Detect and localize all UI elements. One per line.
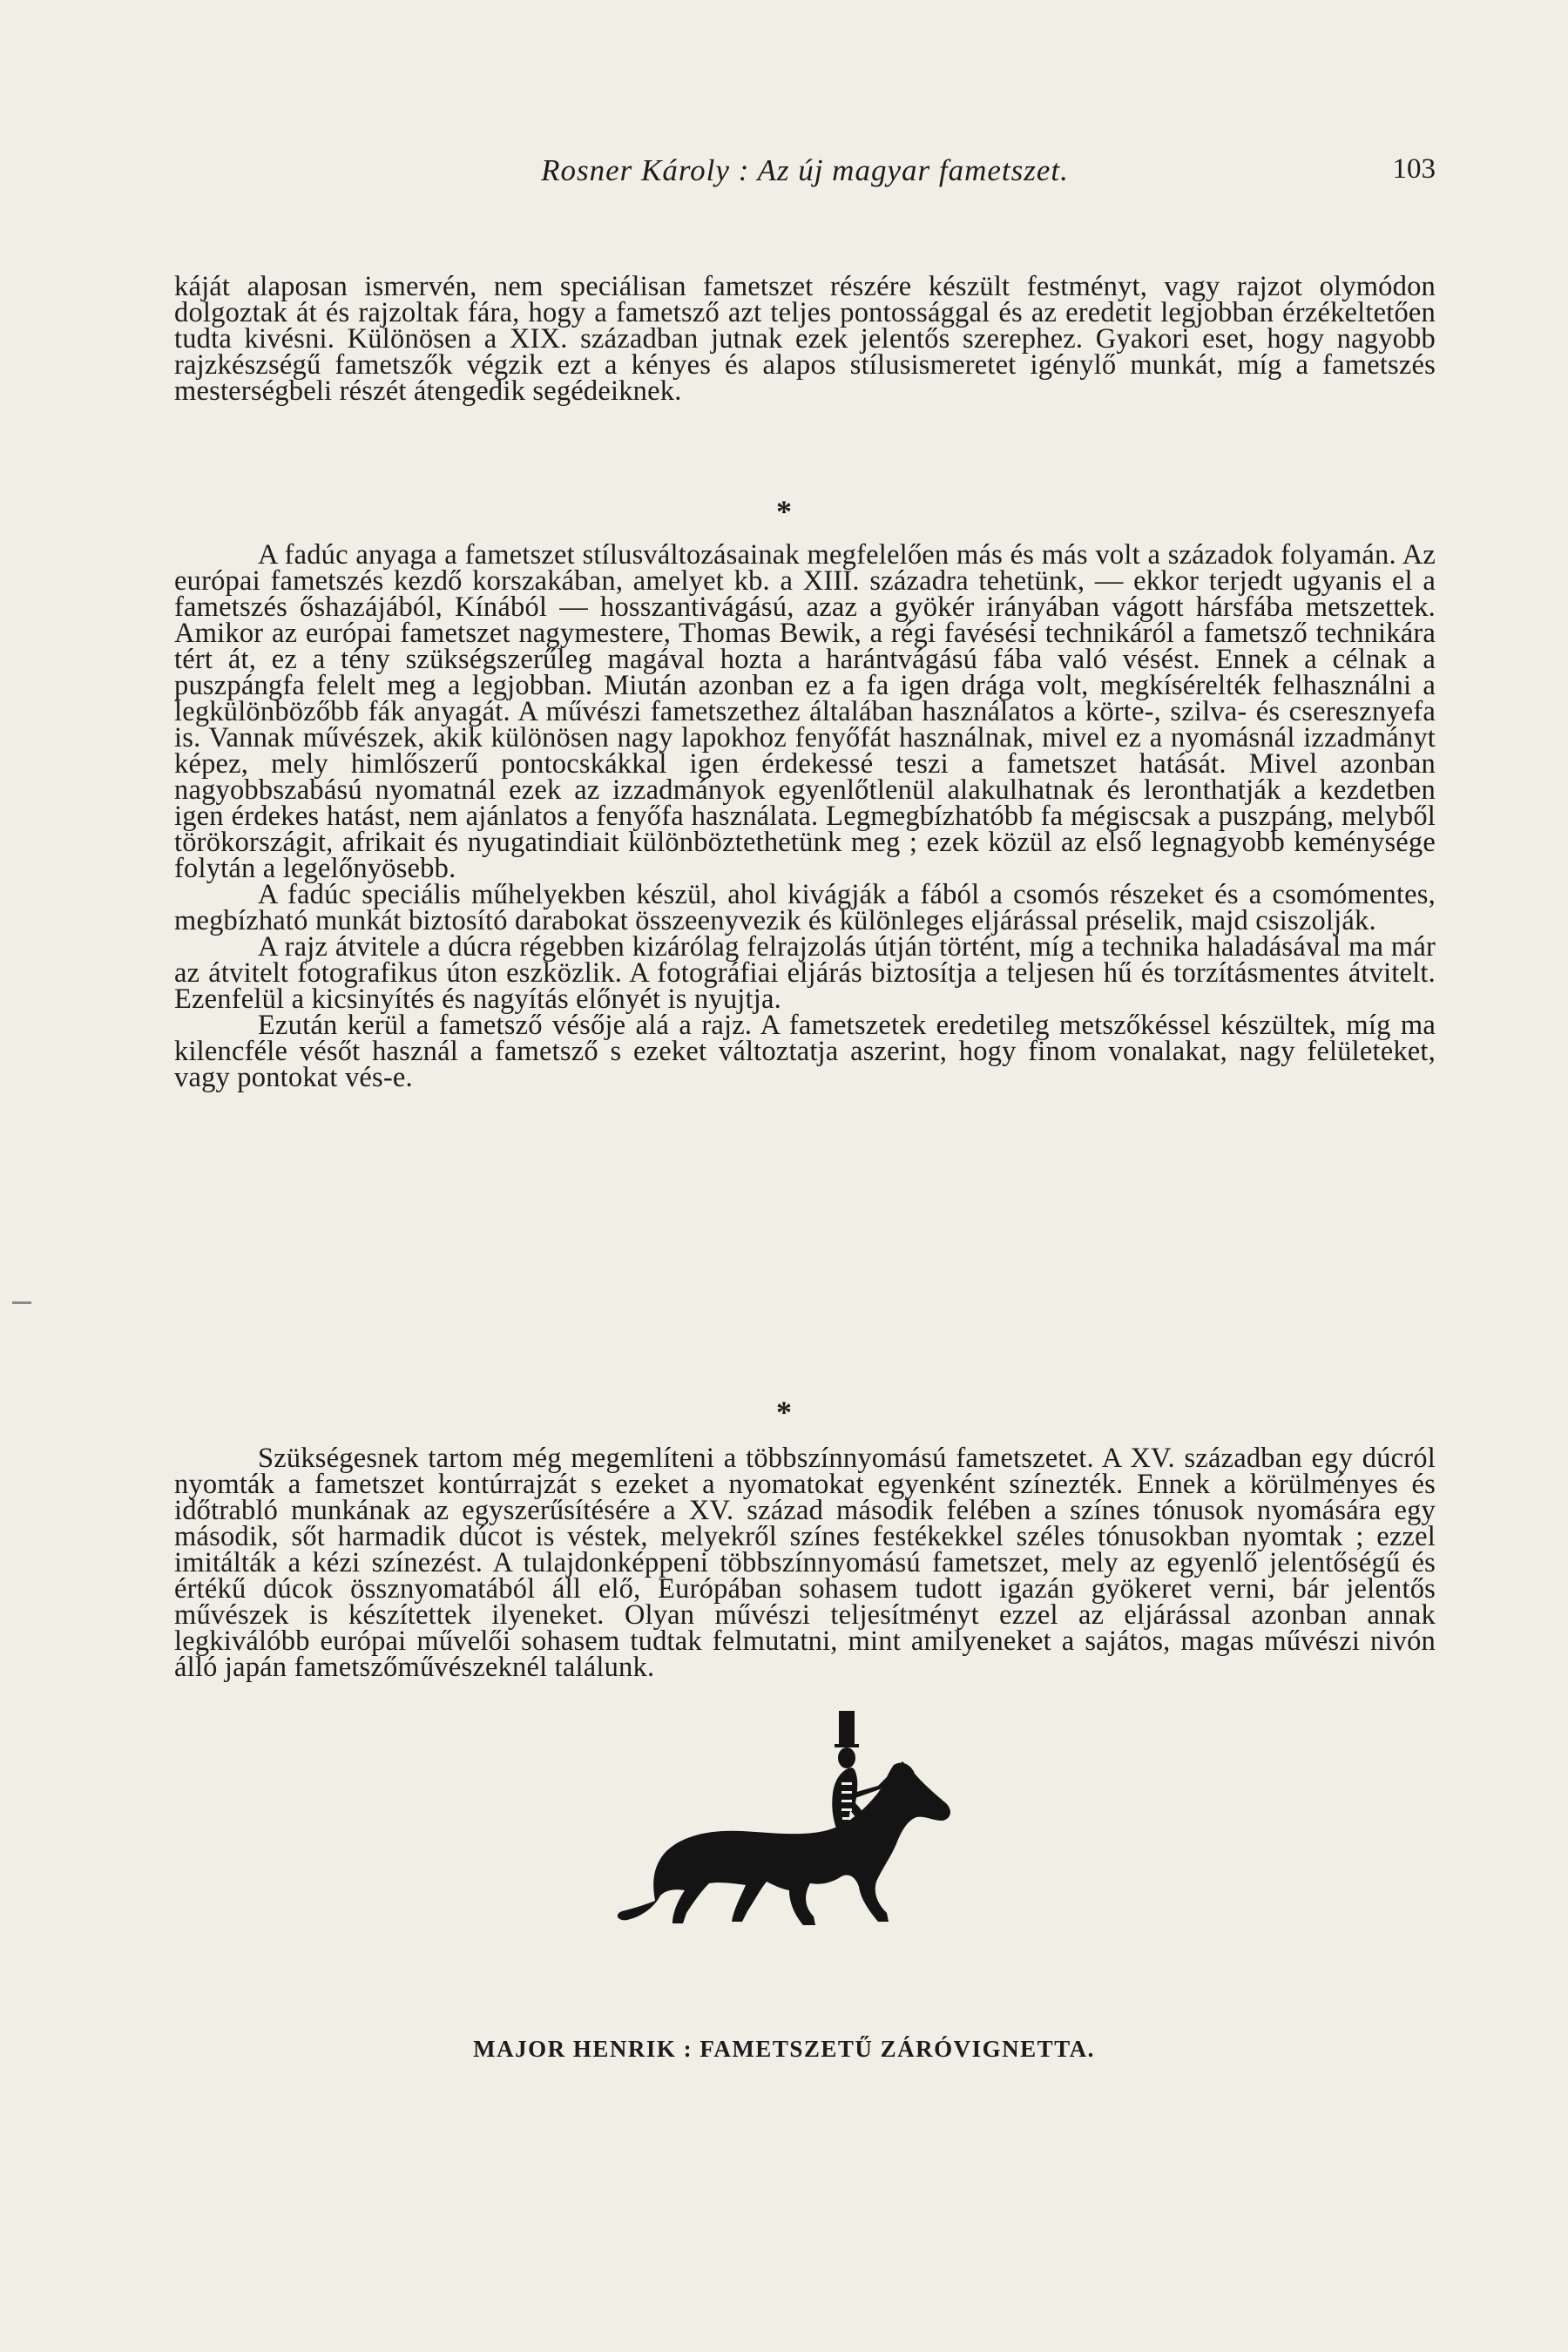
- margin-dash: [12, 1301, 31, 1304]
- paragraph: A fadúc anyaga a fametszet stílusváltozásainak megfelelően más és más volt a századok folyamán. Az európai fametszés kezdő korszakában, amelyet kb. a XIII. századra tehetünk, — ekkor terjedt ugyanis el a fametszés őshazájából, Kínából — hosszantivágású, azaz a gyökér irányában vágott hársfába metszettek. Amikor az európai fametszet nagymestere, Thomas Bewik, a régi favésési technikáról a fametsző technikára tért át, ez a tény szükségszerűleg magával hozta a harántvágású fába való vésést. Ennek a célnak a puszpángfa felelt meg a legjobban. Miután azonban ez a fa igen drága volt, megkísérelték felhasználni a legkülönbözőbb fák anyagát. A művészi fametszethez általában használatos a körte-, szilva- és cseresznyefa is. Vannak művészek, akik különösen nagy lapokhoz fenyőfát használnak, mivel ez a nyomásnál izzadmányt képez, mely himlőszerű pontocskákkal igen érdekessé teszi a fametszet hatását. Mivel azonban nagyobbszabású nyomatnál ezek az izzadmányok egyenlőtlenül alakulhatnak és leronthatják a kezdetben igen érdekes hatást, nem ajánlatos a fenyőfa használata. Legmegbízhatóbb fa mégiscsak a puszpáng, melyből törökországit, afrikait és nyugatindiait különböztethetünk meg ; ezek közül az első legnagyobb keménysége folytán a legelőnyösebb.: [174, 539, 1436, 884]
- paragraph: A rajz átvitele a dúcra régebben kizárólag felrajzolás útján történt, míg a technika haladásával ma már az átvitelt fotografikus úton eszközlik. A fotográfiai eljárás biztosítja a teljesen hű és torzításmentes átvitelt. Ezenfelül a kicsinyítés és nagyítás előnyét is nyujtja.: [174, 931, 1436, 1015]
- section-separator: *: [776, 494, 792, 529]
- illustration-caption: MAJOR HENRIK : FAMETSZETŰ ZÁRÓVIGNETTA.: [473, 2036, 1095, 2062]
- section-separator: *: [776, 1395, 792, 1429]
- section-2: [174, 539, 1436, 1093]
- paragraph: A fadúc speciális műhelyekben készül, ahol kivágják a fából a csomós részeket és a csomómentes, megbízható munkát biztosító darabokat összeenyvezik és különleges eljárással préselik, majd csiszolják.: [174, 879, 1436, 936]
- horse-rider-vignette: [601, 1699, 984, 1943]
- page-number: 103: [1392, 153, 1436, 185]
- paragraph: káját alaposan ismervén, nem speciálisan fametszet részére készült festményt, vagy rajzot olymódon dolgoztak át és rajzoltak fára, hogy a fametsző azt teljes pontossággal és az eredetit legjobban érzékeltetően tudta kivésni. Különösen a XIX. században jutnak ezek jelentős szerephez. Gyakori eset, hogy nagyobb rajzkészségű fametszők végzik ezt a kényes és alapos stílusismeretet igénylő munkát, míg a fametszés mesterségbeli részét átengedik segédeiknek.: [174, 271, 1436, 407]
- horse-silhouette: [618, 1763, 950, 1925]
- paragraph: Szükségesnek tartom még megemlíteni a többszínnyomású fametszetet. A XV. században egy dúcról nyomták a fametszet kontúrrajzát s ezeket a nyomatokat egyenként színezték. Ennek a körülményes és időtrabló munkának az egyszerűsítésére a XV. század második felében a színes tónusok nyomására egy második, sőt harmadik dúcot is véstek, melyekről színes festékekkel széles tónusokban nyomtak ; ezzel imitálták a kézi színezést. A tulajdonképpeni többszínnyomású fametszet, mely az egyenlő jelentőségű és értékű dúcok össznyomatából áll elő, Európában sohasem tudott igazán gyökeret verni, bár jelentős művészek is készítettek ilyeneket. Olyan művészi teljesítményt ezzel az eljárással azonban annak legkiválóbb európai művelői sohasem tudtak felmutatni, mint amilyeneket a sajátos, magas művészi nivón álló japán fametszőművészeknél találunk.: [174, 1443, 1436, 1683]
- running-title: Rosner Károly : Az új magyar fametszet.: [541, 153, 1069, 187]
- section-1: [174, 271, 1436, 407]
- running-header: [174, 153, 1436, 197]
- paragraph: Ezután kerül a fametsző vésője alá a rajz. A fametszetek eredetileg metszőkéssel készültek, míg ma kilencféle vésőt használ a fametsző s ezeket változtatja aszerint, hogy finom vonalakat, nagy felületeket, vagy pontokat vés-e.: [174, 1010, 1436, 1093]
- section-3: [174, 1443, 1436, 1683]
